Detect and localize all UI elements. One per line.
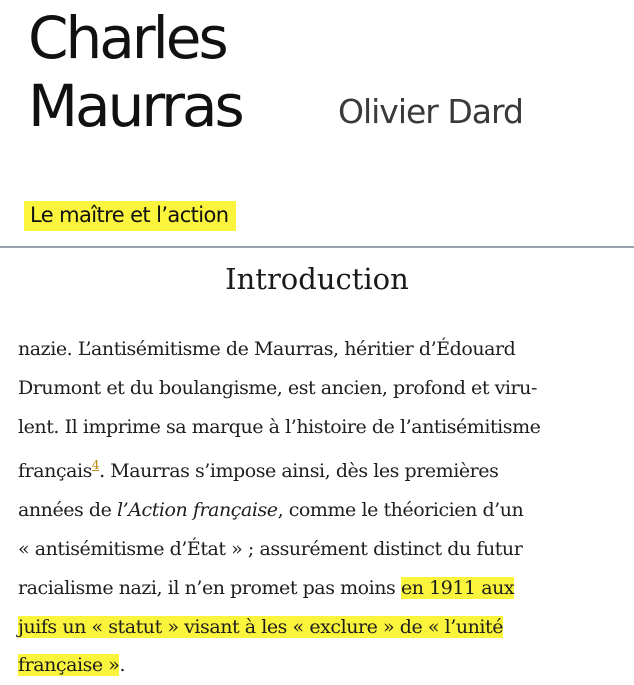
book-cover <box>0 0 634 246</box>
text-line <box>18 569 618 608</box>
text-line <box>18 608 618 647</box>
text-line <box>18 530 618 569</box>
text-line-9b: . <box>119 654 126 677</box>
text-line <box>18 330 618 369</box>
text-line <box>18 491 618 530</box>
text-line <box>18 408 618 447</box>
highlighted-text: en 1911 aux <box>400 576 515 599</box>
book-title-line-2: Maurras <box>28 72 242 140</box>
highlighted-text: française » <box>18 654 120 677</box>
text-line-2: Drumont et du boulangisme, est ancien, profond et viru- <box>18 376 537 399</box>
italic-title: l’Action française <box>117 499 278 522</box>
text-line <box>18 446 618 491</box>
text-line-7a: racialisme nazi, il n’en promet pas moins <box>18 576 401 599</box>
book-title <box>28 4 242 140</box>
chapter-heading: Introduction <box>225 262 409 296</box>
book-title-line-1: Charles <box>28 4 226 72</box>
text-line-4b: . Maurras s’impose ainsi, dès les premières <box>99 460 499 483</box>
text-line <box>18 646 618 685</box>
text-line-4a: français <box>18 460 92 483</box>
book-author: Olivier Dard <box>338 92 523 131</box>
excerpt-paragraph <box>18 330 618 685</box>
text-line-1: nazie. L’antisémitisme de Maurras, héritier d’Édouard <box>18 338 516 360</box>
section-divider <box>0 246 634 248</box>
text-line <box>18 369 618 408</box>
text-line-5a: années de <box>18 499 118 522</box>
text-line-6: « antisémitisme d’État » ; assurément distinct du futur <box>18 537 523 560</box>
book-subtitle-highlighted: Le maître et l’action <box>24 201 236 231</box>
footnote-link[interactable]: 4 <box>91 458 100 473</box>
text-line-3: lent. Il imprime sa marque à l’histoire de l’antisémitisme <box>18 415 541 438</box>
text-line-5b: , comme le théoricien d’un <box>277 499 524 522</box>
highlighted-text: juifs un « statut » visant à les « exclure » de « l’unité <box>18 615 504 638</box>
